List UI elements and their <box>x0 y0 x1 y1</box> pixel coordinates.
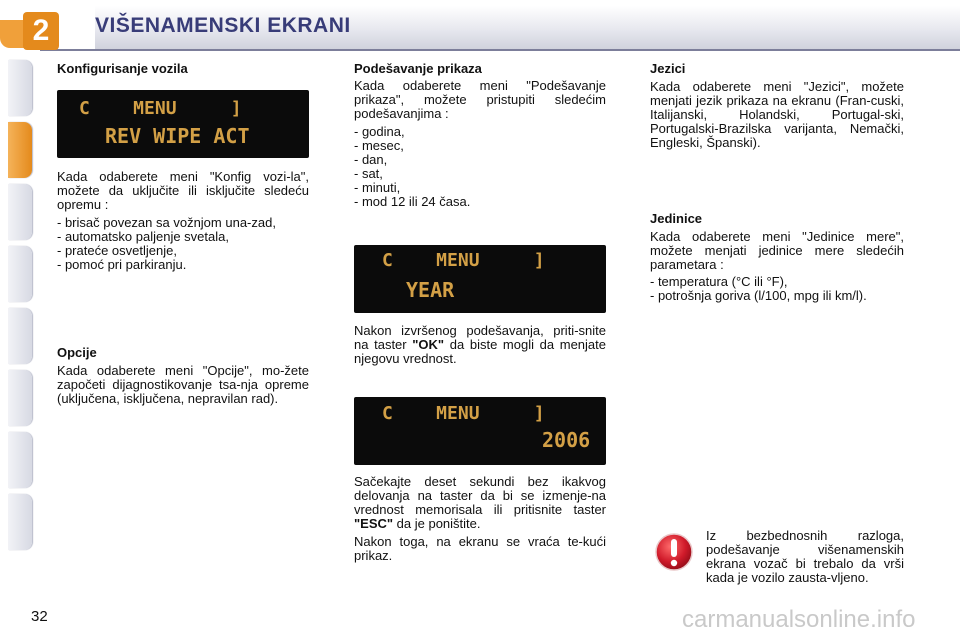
section-title-options: Opcije <box>57 345 97 360</box>
page-title: VIŠENAMENSKI EKRANI <box>95 14 351 37</box>
paragraph: Kada odaberete meni "Opcije", mo-žete započeti dijagnostikovanje tsa-nja opreme (uključena, isključena, nepravilan rad). <box>57 363 309 406</box>
list-item: - dan, <box>354 152 388 167</box>
side-tab-3[interactable] <box>8 184 32 240</box>
exclamation-icon <box>654 532 694 572</box>
units-list <box>650 275 904 303</box>
esc-key-label: "ESC" <box>354 516 394 531</box>
lcd-display-2006 <box>354 397 606 465</box>
chapter-number: 2 <box>23 12 59 50</box>
side-tab-7[interactable] <box>8 432 32 488</box>
list-item: - prateće osvetljenje, <box>57 243 177 258</box>
side-tab-4[interactable] <box>8 246 32 302</box>
column-1 <box>57 62 309 76</box>
side-tab-8[interactable] <box>8 494 32 550</box>
column-3 <box>650 62 904 150</box>
ok-key-label: "OK" <box>412 337 445 352</box>
warning-text: Iz bezbednosnih razloga, podešavanje višenamenskih ekrana vozač bi trebalo da vrši kada je vozilo zausta-vljeno. <box>706 528 904 585</box>
side-tabs <box>0 60 35 580</box>
safety-warning <box>706 529 904 585</box>
side-tab-2-active[interactable] <box>8 122 32 178</box>
vehicle-config-body <box>57 170 309 272</box>
paragraph <box>354 475 606 531</box>
side-tab-6[interactable] <box>8 370 32 426</box>
column-2 <box>354 62 606 209</box>
side-tab-5[interactable] <box>8 308 32 364</box>
lcd-line-1: C MENU ] <box>79 98 242 119</box>
text: Nakon izvršenog podešavanja, priti-snite na taster <box>354 323 606 352</box>
list-item: - temperatura (°C ili °F), <box>650 274 788 289</box>
lcd-line-2: YEAR <box>406 278 455 302</box>
options-section <box>57 346 309 406</box>
header <box>0 0 960 50</box>
wait-text <box>354 475 606 563</box>
watermark: carmanualsonline.info <box>682 606 916 633</box>
lcd-display-year <box>354 245 606 313</box>
units-section <box>650 212 904 303</box>
lcd-display-vehicle-config <box>57 90 309 158</box>
list-item: - brisač povezan sa vožnjom una-zad, <box>57 215 276 230</box>
list-item: - minuti, <box>354 180 401 195</box>
list-item: - mesec, <box>354 138 404 153</box>
list-item: - sat, <box>354 166 383 181</box>
paragraph: Kada odaberete meni "Podešavanje prikaza", možete pristupiti sledećim podešavanjima : <box>354 78 606 121</box>
lcd-line-2: 2006 <box>542 428 591 452</box>
list-item: - mod 12 ili 24 časa. <box>354 194 471 209</box>
list-item: - godina, <box>354 124 405 139</box>
paragraph <box>354 324 606 366</box>
page-number: 32 <box>31 608 48 625</box>
paragraph: Nakon toga, na ekranu se vraća te-kući prikaz. <box>354 534 606 563</box>
after-setting-text <box>354 324 606 366</box>
text: da biste mogli da menjate njegovu vrednost. <box>354 337 606 366</box>
header-underline <box>40 49 960 51</box>
section-title-display-settings: Podešavanje prikaza <box>354 61 482 76</box>
section-title-vehicle-config: Konfigurisanje vozila <box>57 61 188 76</box>
paragraph: Kada odaberete meni "Jezici", možete menjati jezik prikaza na ekranu (Fran-cuski, Italijanski, Holandski, Portugal-ski, Portugalski-Brazilska varijanta, Nemački, Engleski, Španski). <box>650 79 904 150</box>
list-item: - automatsko paljenje svetala, <box>57 229 229 244</box>
text: da je poništite. <box>393 516 481 531</box>
section-title-units: Jedinice <box>650 211 703 226</box>
paragraph: Kada odaberete meni "Jedinice mere", možete menjati jedinice mere sledećih parametara : <box>650 229 904 272</box>
equipment-list <box>57 216 309 272</box>
settings-list <box>354 125 606 209</box>
list-item: - potrošnja goriva (l/100, mpg ili km/l). <box>650 288 867 303</box>
lcd-line-1: C MENU ] <box>382 403 545 424</box>
list-item: - pomoć pri parkiranju. <box>57 257 187 272</box>
lcd-line-1: C MENU ] <box>382 250 545 271</box>
paragraph: Kada odaberete meni "Konfig vozi-la", možete da uključite ili isključite sledeću opremu : <box>57 169 309 212</box>
side-tab-1[interactable] <box>8 60 32 116</box>
text: Sačekajte deset sekundi bez ikakvog delovanja na taster da bi se izmenje-na vrednost memorisala ili pritisnite taster <box>354 474 606 517</box>
section-title-languages: Jezici <box>650 61 686 76</box>
lcd-line-2: REV WIPE ACT <box>105 124 250 148</box>
